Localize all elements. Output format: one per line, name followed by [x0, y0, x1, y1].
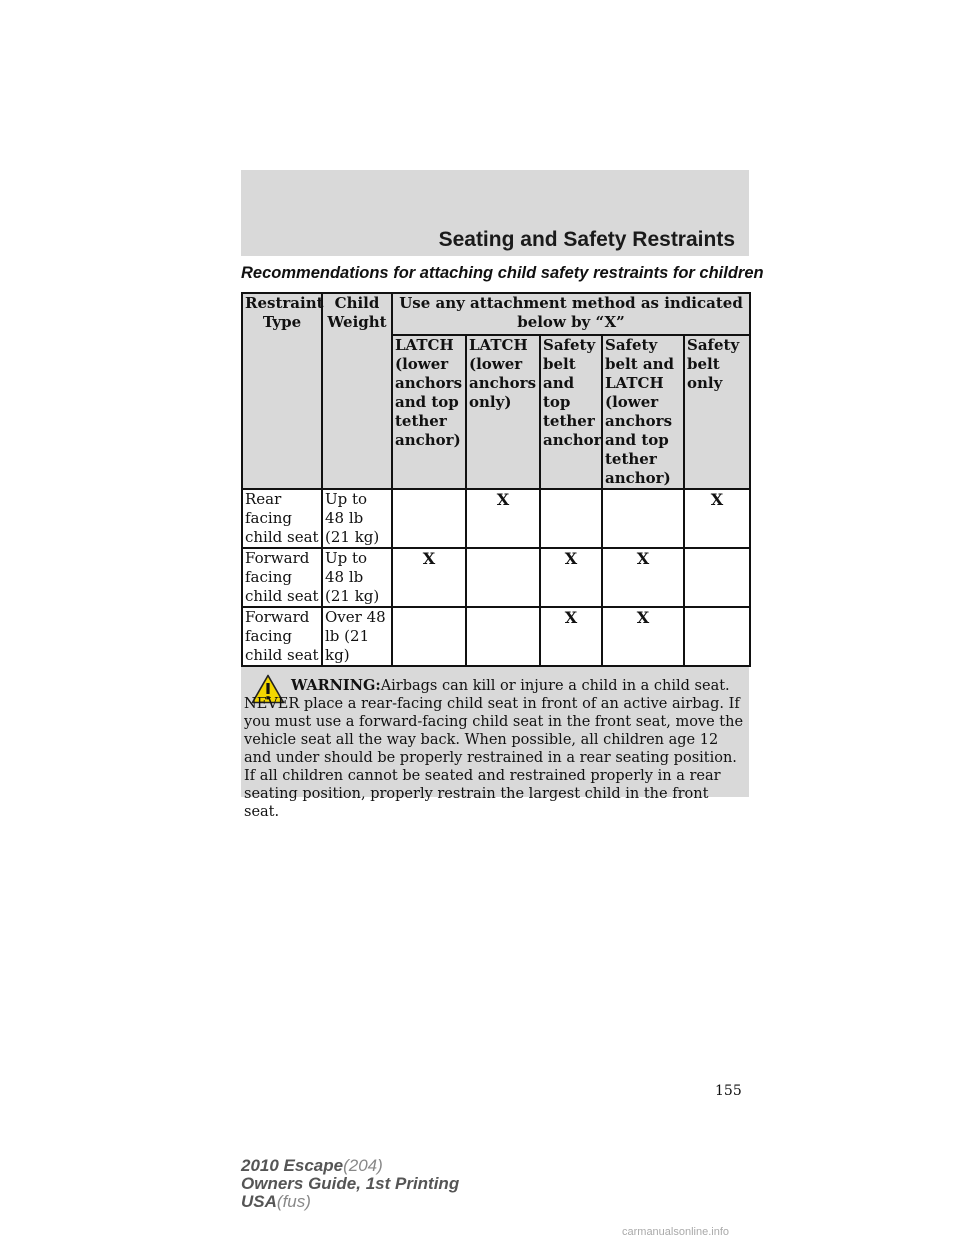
footer-market-code: (fus): [276, 1192, 311, 1211]
mark-cell: X: [466, 489, 540, 548]
header-method-3: Safety belt and top tether anchor: [540, 335, 602, 489]
header-child-weight: Child Weight: [322, 293, 392, 489]
mark-cell: [684, 607, 750, 666]
mark-cell: [540, 489, 602, 548]
warning-label: WARNING:: [291, 677, 381, 694]
mark-cell: [602, 489, 684, 548]
mark-cell: X: [602, 548, 684, 607]
header-method-2: LATCH (lower anchors only): [466, 335, 540, 489]
header-restraint-type: Restraint Type: [242, 293, 322, 489]
section-title: Seating and Safety Restraints: [438, 228, 735, 251]
mark-cell: [466, 548, 540, 607]
table-row: [242, 548, 750, 607]
mark-cell: [392, 489, 466, 548]
header-method-1: LATCH (lower anchors and top tether anchor): [392, 335, 466, 489]
warning-body: Airbags can kill or injure a child in a child seat. NEVER place a rear-facing child seat in front of an active airbag. If you must use a forward-facing child seat in the front seat, move the vehicle seat all the way back. When possible, all children age 12 and under should be properly restrained in a rear seating position. If all children cannot be seated and restrained properly in a rear seating position, properly restrain the largest child in the front seat.: [244, 678, 744, 820]
document-footer: [241, 1157, 459, 1211]
footer-model-code: (204): [343, 1156, 383, 1175]
footer-market: USA: [241, 1192, 277, 1211]
table-row: [242, 607, 750, 666]
footer-model: 2010 Escape: [241, 1156, 344, 1175]
watermark: carmanualsonline.info: [622, 1226, 730, 1238]
child-weight-cell: Up to 48 lb (21 kg): [322, 489, 392, 548]
mark-cell: X: [540, 548, 602, 607]
restraint-type-cell: Forward facing child seat: [242, 548, 322, 607]
warning-box: [241, 667, 749, 820]
footer-edition: Owners Guide, 1st Printing: [241, 1174, 460, 1193]
table-row: [242, 489, 750, 548]
warning-text: [244, 677, 744, 821]
header-attachment-method: Use any attachment method as indicated below by “X”: [392, 293, 750, 335]
section-header-band: [241, 170, 749, 256]
mark-cell: [466, 607, 540, 666]
mark-cell: [684, 548, 750, 607]
mark-cell: X: [540, 607, 602, 666]
child-weight-cell: Over 48 lb (21 kg): [322, 607, 392, 666]
header-method-5: Safety belt only: [684, 335, 750, 489]
header-method-4: Safety belt and LATCH (lower anchors and top tether anchor): [602, 335, 684, 489]
mark-cell: X: [602, 607, 684, 666]
mark-cell: X: [684, 489, 750, 548]
child-restraint-table: [241, 292, 751, 667]
table-caption: Recommendations for attaching child safety restraints for children: [241, 264, 764, 282]
page-number: 155: [715, 1083, 742, 1099]
restraint-type-cell: Rear facing child seat: [242, 489, 322, 548]
mark-cell: X: [392, 548, 466, 607]
mark-cell: [392, 607, 466, 666]
restraint-type-cell: Forward facing child seat: [242, 607, 322, 666]
child-weight-cell: Up to 48 lb (21 kg): [322, 548, 392, 607]
